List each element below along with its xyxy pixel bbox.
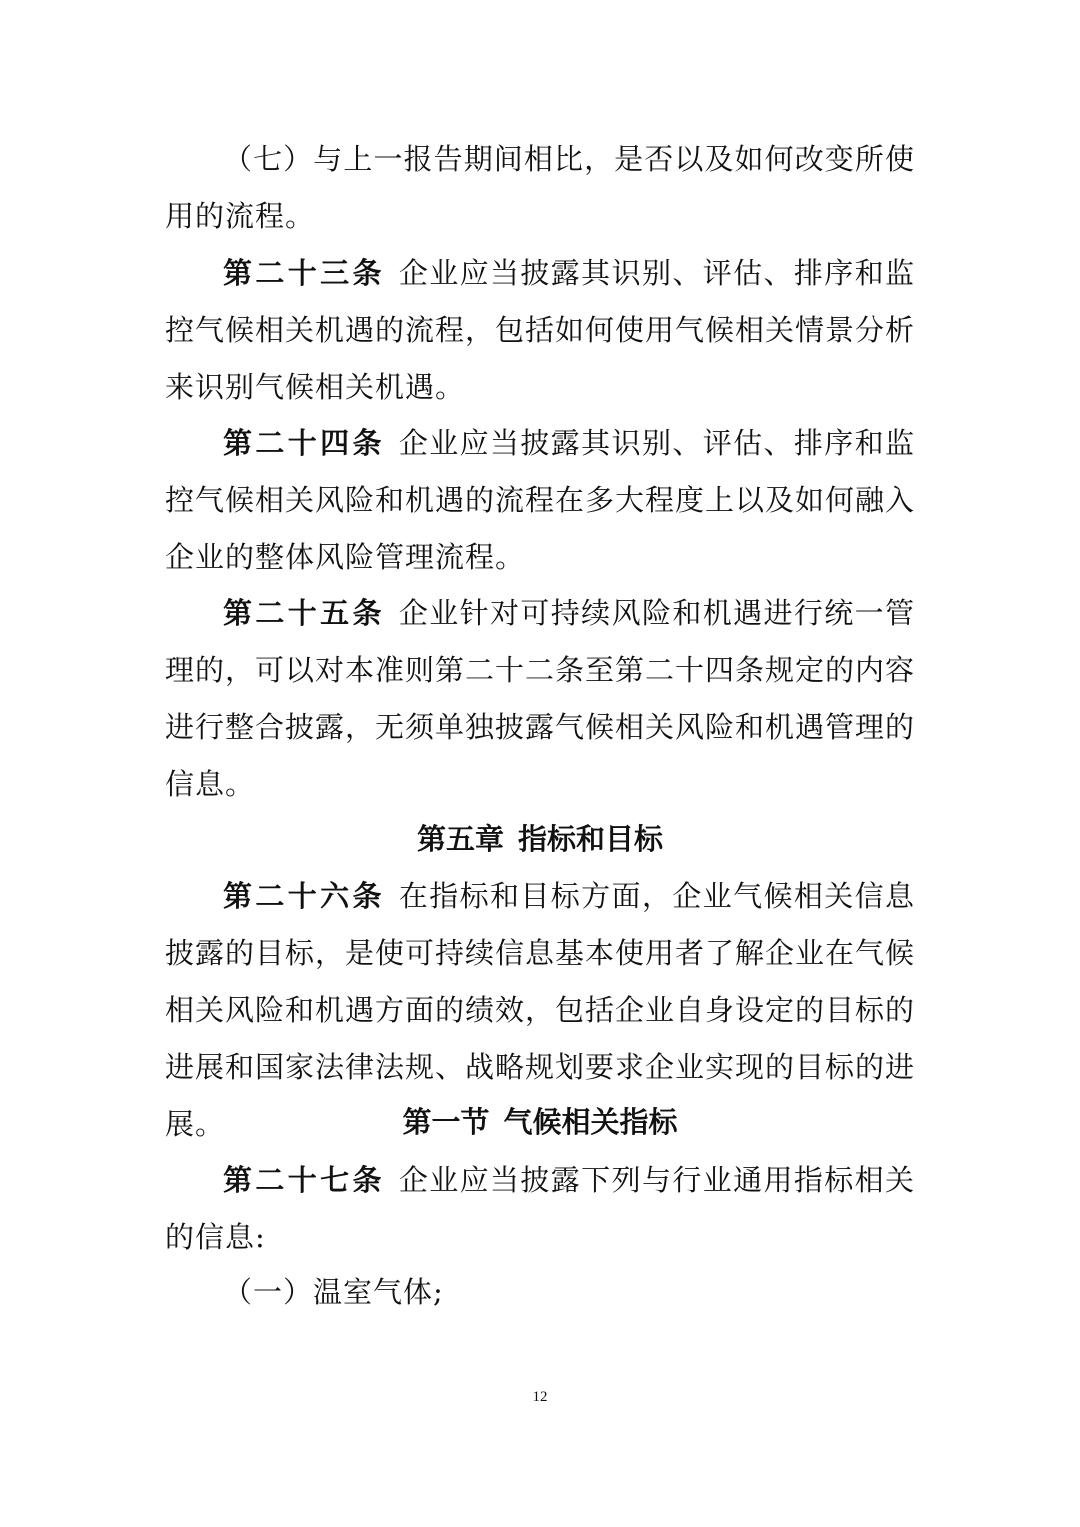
article-number: 第二十三条 [223, 256, 385, 290]
article-text: 在指标和目标方面，企业气候相关信息披露的目标，是使可持续信息基本使用者了解企业在气候相关风险和机遇方面的绩效，包括企业自身设定的目标的进展和国家法律法规、战略规划要求企业实现的目标的进展。 [165, 879, 916, 1141]
article-number: 第二十五条 [223, 596, 385, 630]
article-number: 第二十四条 [223, 426, 385, 460]
page-number: 12 [532, 1389, 548, 1405]
section-title: 气候相关指标 [503, 1105, 678, 1139]
paragraph-item-1 [165, 1264, 915, 1321]
paragraph-text: （七）与上一报告期间相比，是否以及如何改变所使用的流程。 [165, 142, 915, 233]
article-text: 企业应当披露其识别、评估、排序和监控气候相关风险和机遇的流程在多大程度上以及如何融入企业的整体风险管理流程。 [165, 426, 916, 574]
article-text: 企业针对可持续风险和机遇进行统一管理的，可以对本准则第二十二条至第二十四条规定的内容进行整合披露，无须单独披露气候相关风险和机遇管理的信息。 [165, 596, 916, 801]
article-24 [165, 415, 915, 586]
article-text: 企业应当披露下列与行业通用指标相关的信息: [165, 1163, 915, 1254]
article-27 [165, 1152, 915, 1266]
chapter-label: 第五章 [416, 822, 504, 856]
paragraph-text: （一）温室气体; [223, 1275, 444, 1309]
article-25 [165, 585, 915, 813]
chapter-title: 指标和目标 [518, 822, 664, 856]
paragraph-item-7 [165, 131, 915, 245]
article-text: 企业应当披露其识别、评估、排序和监控气候相关机遇的流程，包括如何使用气候相关情景分析来识别气候相关机遇。 [165, 256, 916, 404]
article-23 [165, 245, 915, 416]
chapter-heading [0, 819, 1080, 859]
article-number: 第二十七条 [223, 1163, 385, 1197]
section-label: 第一节 [402, 1105, 490, 1139]
article-number: 第二十六条 [223, 879, 385, 913]
section-heading [0, 1102, 1080, 1142]
